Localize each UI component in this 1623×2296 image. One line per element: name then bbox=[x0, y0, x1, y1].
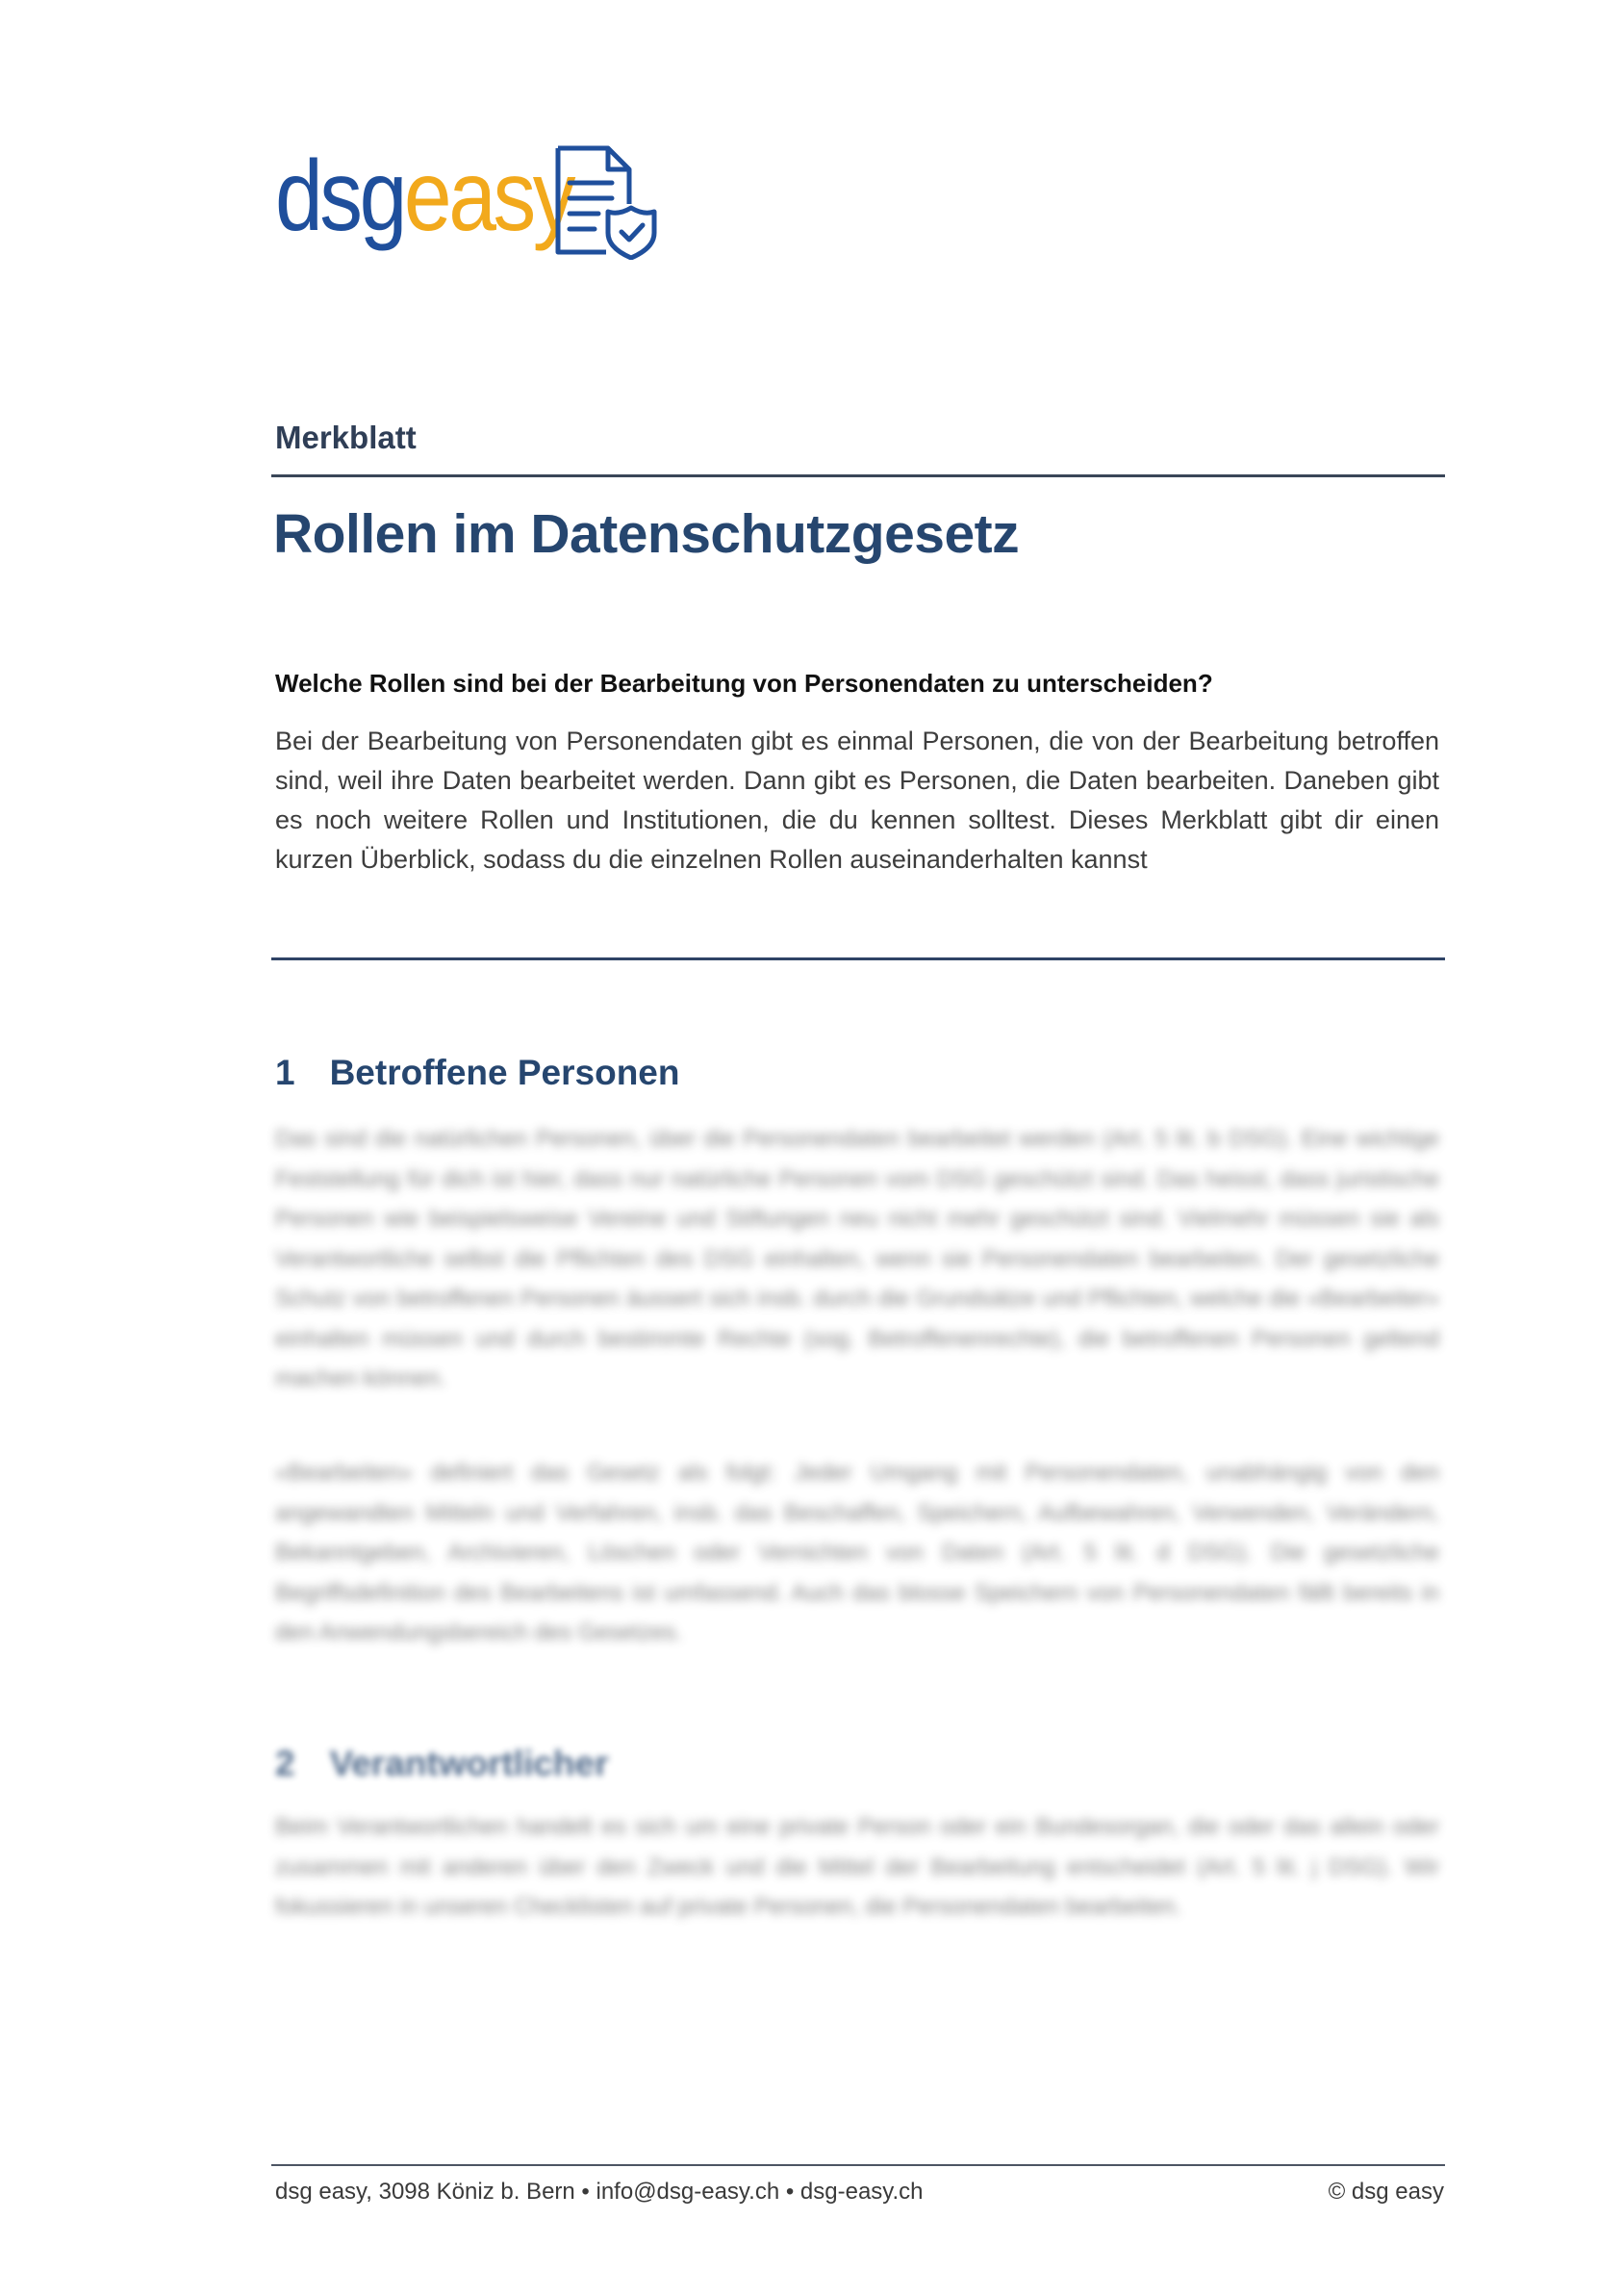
intro-paragraph: Bei der Bearbeitung von Personendaten gibt es einmal Personen, die von der Bearbeitung betroffen sind, weil ihre Daten bearbeitet werden. Dann gibt es Personen, die Daten bearbeiten. Daneben gibt es noch weitere Rollen und Institutionen, die du kennen solltest. Dieses Merkblatt gibt dir einen kurzen Überblick, sodass du die einzelnen Rollen auseinanderhalten kannst bbox=[275, 727, 1439, 874]
divider-top bbox=[271, 474, 1445, 477]
section-heading bbox=[275, 1744, 609, 1784]
dsg-easy-logo bbox=[275, 140, 621, 252]
section-title: Betroffene Personen bbox=[329, 1053, 680, 1092]
divider-intro bbox=[271, 957, 1445, 960]
section-number: 2 bbox=[275, 1744, 295, 1783]
section-number: 1 bbox=[275, 1053, 295, 1092]
section-paragraph: Beim Verantwortlichen handelt es sich um eine private Person oder ein Bundesorgan, die oder das allein oder zusammen mit anderen über den Zweck und die Mittel der Bearbeitung entscheidet (Art. 5 lit. j DSG). Wir fokussieren in unseren Checklisten auf private Personen, die Personendaten bearbeiten. bbox=[275, 1814, 1439, 1920]
section-title: Verantwortlicher bbox=[329, 1744, 609, 1783]
page-title: Rollen im Datenschutzgesetz bbox=[273, 503, 1020, 565]
footer-copyright: © dsg easy bbox=[1328, 2179, 1444, 2205]
section-heading bbox=[275, 1053, 680, 1093]
logo-text-dsg: dsg bbox=[275, 140, 404, 252]
footer-contact: dsg easy, 3098 Köniz b. Bern • info@dsg-easy.ch • dsg-easy.ch bbox=[275, 2179, 924, 2205]
divider-footer bbox=[271, 2164, 1445, 2166]
intro-question: Welche Rollen sind bei der Bearbeitung von Personendaten zu unterscheiden? bbox=[275, 669, 1213, 698]
document-shield-icon bbox=[552, 144, 660, 260]
section-paragraph: «Bearbeiten» definiert das Gesetz als folgt: Jeder Umgang mit Personendaten, unabhängig von den angewandten Mitteln und Verfahren, insb. das Beschaffen, Speichern, Aufbewahren, Verwenden, Verändern, Bekanntgeben, Archivieren, Löschen oder Vernichten von Daten (Art. 5 lit. d DSG). Die gesetzliche Begriffsdefinition des Bearbeitens ist umfassend. Auch das blosse Speichern von Personendaten fällt bereits in den Anwendungsbereich des Gesetzes. bbox=[275, 1460, 1439, 1645]
logo-text-easy: easy bbox=[403, 140, 573, 252]
document-kicker: Merkblatt bbox=[275, 420, 417, 455]
logo-wordmark bbox=[275, 140, 573, 252]
section-paragraph: Das sind die natürlichen Personen, über die Personendaten bearbeitet werden (Art. 5 lit. b DSG). Eine wichtige Feststellung für dich ist hier, dass nur natürliche Personen vom DSG geschützt sind. Das heisst, dass juristische Personen wie beispielsweise Vereine und Stiftungen neu nicht mehr geschützt sind. Vielmehr müssen sie als Verantwortliche selbst die Pflichten des DSG einhalten, wenn sie Personendaten bearbeiten. Der gesetzliche Schutz von betroffenen Personen äussert sich insb. durch die Grundsätze und Pflichten, welche die «Bearbeiter» einhalten müssen und durch bestimmte Rechte (sog. Betroffenenrechte), die betroffenen Personen geltend machen können. bbox=[275, 1126, 1439, 1391]
